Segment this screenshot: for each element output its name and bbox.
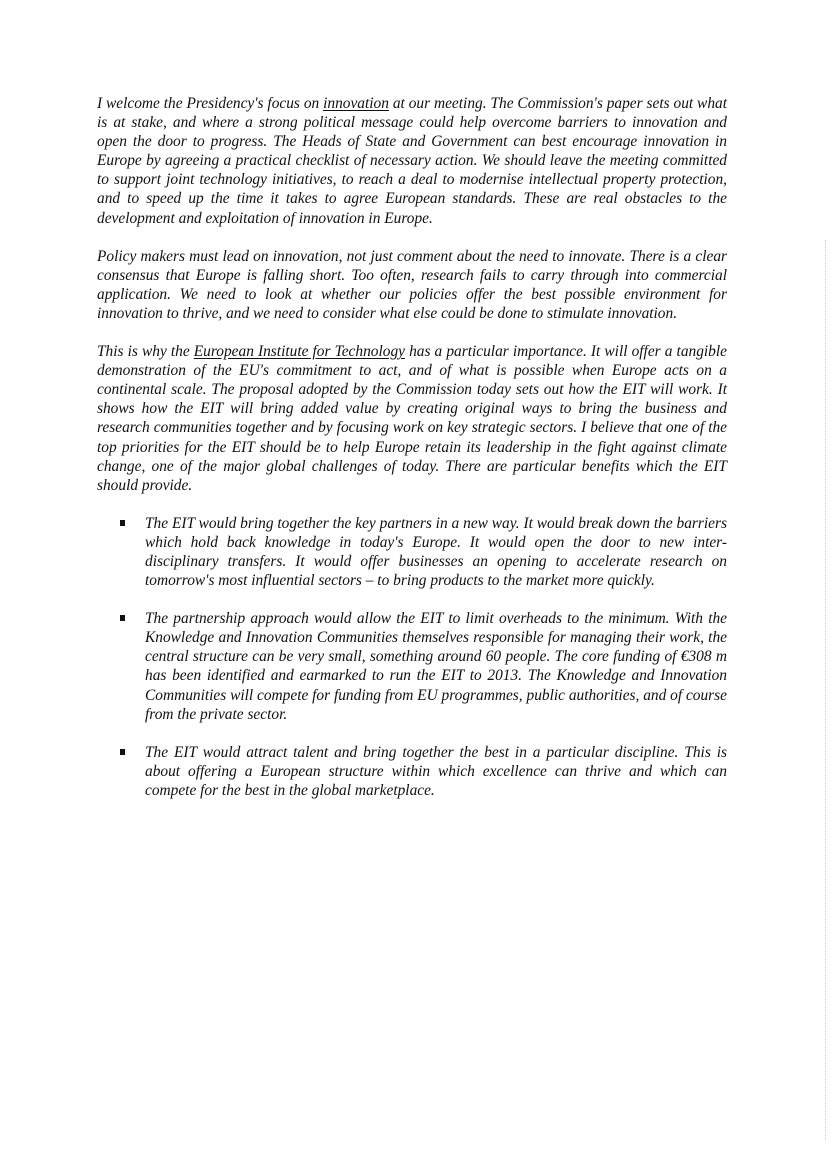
- list-item: [145, 514, 727, 590]
- list-item-text: The EIT would bring together the key partners in a new way. It would break down the barriers which hold back knowledge in today's Europe. It would open the door to new inter-disciplinary transfers. It would offer businesses an opening to accelerate research on tomorrow's most influential sectors – to bring products to the market more quickly.: [145, 514, 727, 590]
- paragraph-text: Policy makers must lead on innovation, not just comment about the need to innovate. There is a clear consensus that Europe is falling short. Too often, research fails to carry through into commercial application. We need to look at whether our policies offer the best possible environment for innovation to thrive, and we need to consider what else could be done to stimulate innovation.: [97, 247, 727, 322]
- paragraph-text: at our meeting. The Commission's paper sets out what is at stake, and where a strong political message could help overcome barriers to innovation and open the door to progress. The Heads of State and Government can best encourage innovation in Europe by agreeing a practical checklist of necessary action. We should leave the meeting committed to support joint technology initiatives, to reach a deal to modernise intellectual property protection, and to speed up the time it takes to agree European standards. These are real obstacles to the development and exploitation of innovation in Europe.: [97, 95, 727, 227]
- square-bullet-icon: [120, 615, 125, 621]
- list-item: [145, 609, 727, 724]
- paragraph-innovation-focus: [97, 94, 727, 228]
- paragraph-text: I welcome the Presidency's focus on: [97, 95, 324, 112]
- document-body: [97, 94, 727, 819]
- square-bullet-icon: [120, 520, 125, 526]
- square-bullet-icon: [120, 749, 125, 755]
- list-item-text: The partnership approach would allow the EIT to limit overheads to the minimum. With the Knowledge and Innovation Communities themselves responsible for managing their work, the central structure can be very small, something around 60 people. The core funding of €308 m has been identified and earmarked to run the EIT to 2013. The Knowledge and Innovation Communities will compete for funding from EU programmes, public authorities, and of course from the private sector.: [145, 610, 727, 723]
- list-item: [145, 743, 727, 800]
- paragraph-policy-makers: [97, 247, 727, 323]
- paragraph-text: has a particular importance. It will offer a tangible demonstration of the EU's commitment to act, and of what is possible when Europe acts on a continental scale. The proposal adopted by the Commission today sets out how the EIT will work. It shows how the EIT will bring added value by creating original ways to bring the business and research communities together and by focusing work on key strategic sectors. I believe that one of the top priorities for the EIT should be to help Europe retain its leadership in the fight against climate change, one of the major global challenges of today. There are particular benefits which the EIT should provide.: [97, 343, 727, 494]
- underlined-term-innovation: innovation: [323, 95, 389, 112]
- paragraph-eit-importance: [97, 342, 727, 495]
- benefits-bullet-list: [97, 514, 727, 800]
- list-item-text: The EIT would attract talent and bring together the best in a particular discipline. This is about offering a European structure within which excellence can thrive and which can compete for the best in the global marketplace.: [145, 743, 727, 799]
- paragraph-text: This is why the: [97, 343, 194, 361]
- underlined-term-eit: European Institute for Technology: [193, 343, 405, 361]
- page-edge-line: [825, 240, 826, 1140]
